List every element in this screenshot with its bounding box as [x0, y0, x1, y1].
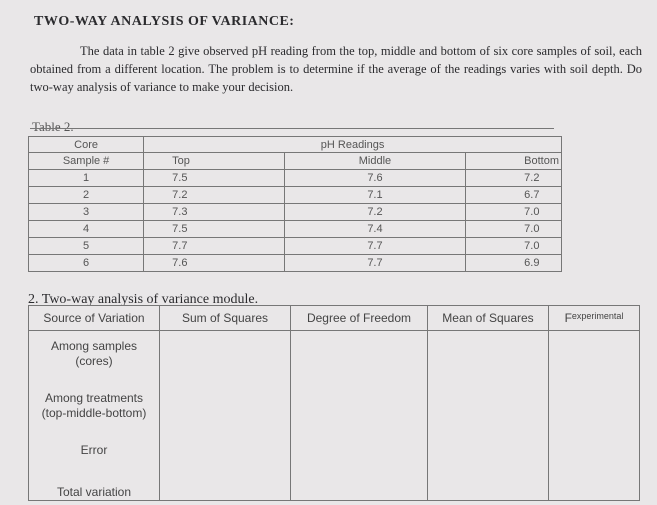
- anova-body-row: [29, 331, 640, 501]
- core-header: Core: [29, 137, 144, 153]
- sum-of-squares-header: Sum of Squares: [160, 306, 291, 331]
- page-heading: TWO-WAY ANALYSIS OF VARIANCE:: [34, 14, 295, 29]
- sample-header: Sample #: [29, 153, 144, 170]
- table2-caption: Table 2.: [32, 119, 74, 134]
- source-header: Source of Variation: [29, 306, 160, 331]
- sample-cell: 3: [29, 204, 144, 221]
- table-header-row: [29, 137, 562, 153]
- sample-cell: 5: [29, 238, 144, 255]
- table-subheader-row: [29, 153, 562, 170]
- table-row: [29, 255, 562, 272]
- f-experimental-header: [549, 306, 640, 331]
- bottom-cell: 7.0: [466, 221, 562, 238]
- ph-readings-table: [28, 136, 562, 272]
- table2-caption-rule: [30, 128, 554, 129]
- sample-cell: 4: [29, 221, 144, 238]
- bottom-cell: 7.2: [466, 170, 562, 187]
- f-experimental-column: [549, 331, 640, 501]
- degree-of-freedom-column: [291, 331, 428, 501]
- top-cell: 7.6: [144, 255, 285, 272]
- source-among-samples: [29, 339, 159, 369]
- bottom-header: Bottom: [466, 153, 562, 170]
- bottom-cell: 7.0: [466, 204, 562, 221]
- mean-of-squares-header: Mean of Squares: [428, 306, 549, 331]
- top-cell: 7.2: [144, 187, 285, 204]
- table-row: [29, 187, 562, 204]
- source-among-treatments: [29, 391, 159, 421]
- bottom-cell: 7.0: [466, 238, 562, 255]
- degree-of-freedom-header: Degree of Freedom: [291, 306, 428, 331]
- sample-cell: 2: [29, 187, 144, 204]
- middle-cell: 7.1: [284, 187, 465, 204]
- middle-cell: 7.6: [284, 170, 465, 187]
- middle-header: Middle: [284, 153, 465, 170]
- source-column: [29, 331, 160, 501]
- f-subscript: experimental: [571, 311, 624, 321]
- middle-cell: 7.7: [284, 238, 465, 255]
- problem-statement: The data in table 2 give observed pH reading from the top, middle and bottom of six core samples of soil, each obtained from a different location. The problem is to determine if the average of the readings varies with soil depth. Do two-way analysis of variance to make your decision.: [30, 44, 642, 94]
- source-label: Among samples: [50, 339, 138, 353]
- anova-header-row: [29, 306, 640, 331]
- bottom-cell: 6.9: [466, 255, 562, 272]
- anova-table: [28, 305, 640, 501]
- middle-cell: 7.7: [284, 255, 465, 272]
- top-cell: 7.7: [144, 238, 285, 255]
- source-label: (top-middle-bottom): [41, 406, 147, 420]
- source-label: (cores): [75, 354, 113, 368]
- sample-cell: 1: [29, 170, 144, 187]
- mean-of-squares-column: [428, 331, 549, 501]
- table-row: [29, 238, 562, 255]
- top-header: Top: [144, 153, 285, 170]
- sample-cell: 6: [29, 255, 144, 272]
- table-row: [29, 221, 562, 238]
- source-label: Among treatments: [44, 391, 144, 405]
- anova-caption: 2. Two-way analysis of variance module.: [28, 292, 259, 307]
- source-error: Error: [80, 443, 108, 457]
- middle-cell: 7.2: [284, 204, 465, 221]
- f-label: F: [564, 311, 572, 325]
- table-row: [29, 170, 562, 187]
- top-cell: 7.3: [144, 204, 285, 221]
- top-cell: 7.5: [144, 221, 285, 238]
- sum-of-squares-column: [160, 331, 291, 501]
- table-row: [29, 204, 562, 221]
- source-total: Total variation: [56, 485, 132, 499]
- top-cell: 7.5: [144, 170, 285, 187]
- bottom-cell: 6.7: [466, 187, 562, 204]
- middle-cell: 7.4: [284, 221, 465, 238]
- ph-readings-header: pH Readings: [144, 137, 562, 153]
